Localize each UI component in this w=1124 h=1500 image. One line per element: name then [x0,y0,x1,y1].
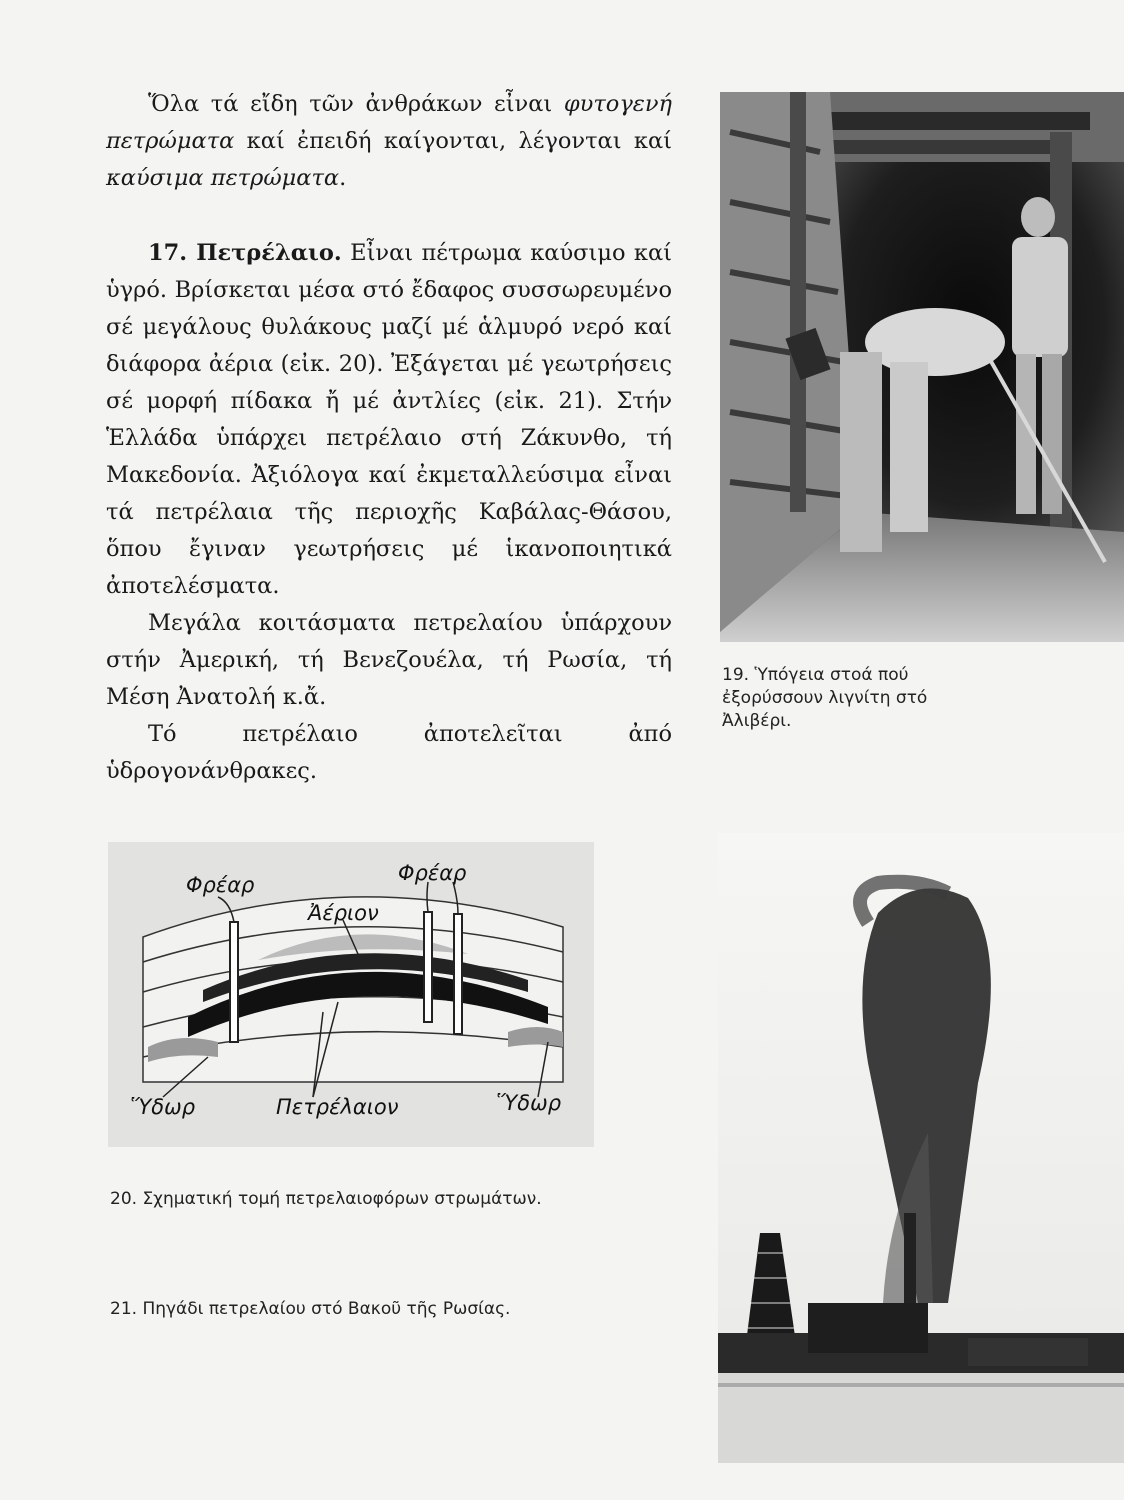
paragraph-text: καί ἐπειδή καίγονται, λέγονται καί [234,128,672,154]
label-water-right: Ὕδωρ [496,1091,562,1115]
paragraph-coal [106,86,672,197]
section-heading: 17. Πετρέλαιο. [148,240,342,266]
paragraph-text: Ὅλα τά εἴδη τῶν ἀνθράκων εἶναι [148,91,564,117]
mine-gallery-image [720,92,1124,642]
label-well-left: Φρέαρ [186,873,255,897]
label-well-right: Φρέαρ [398,861,467,885]
label-water-left: Ὕδωρ [130,1095,196,1119]
figure-20-caption: 20. Σχηματική τομή πετρελαιοφόρων στρωμάτων. [110,1189,542,1209]
label-gas: Ἀέριον [308,901,379,925]
paragraph-text: Εἶναι πέτρωμα καύσιμο καί ὑγρό. Βρίσκεται μέσα στό ἔδαφος συσσωρευμένο σέ μεγάλους θυλάκους μαζί μέ ἁλμυρό νερό καί διάφορα ἀέρια (εἰκ. 20). Ἐξάγεται μέ γεωτρήσεις σέ μορφή πίδακα ἤ μέ ἀντλίες (εἰκ. 21). Στήν Ἑλλάδα ὑπάρχει πετρέλαιο στή Ζάκυνθο, τή Μακεδονία. Ἀξιόλογα καί ἐκμεταλλεύσιμα εἶναι τά πετρέλαια τῆς περιοχῆς Καβάλας-Θάσου, ὅπου ἔγιναν γεωτρήσεις μέ ἱκανοποιητικά ἀποτελέσματα. [106,240,672,599]
oil-gusher-photo [718,833,1124,1463]
emphasis-term: καύσιμα πετρώματα [106,165,340,191]
paragraph-composition: Τό πετρέλαιο ἀποτελεῖται ἀπό ὑδρογονάνθρακες. [106,721,672,784]
figure-19-caption: 19. Ὑπόγεια στοά πού ἐξορύσσουν λιγνίτη στό Ἀλιβέρι. [722,665,928,731]
oil-strata-cross-section [108,842,594,1147]
paragraph-deposits: Μεγάλα κοιτάσματα πετρελαίου ὑπάρχουν στήν Ἀμερική, τή Βενεζουέλα, τή Ρωσία, τή Μέση Ἀνατολή κ.ἄ. [106,610,672,710]
paragraph-text: . [339,165,347,191]
label-oil: Πετρέλαιον [276,1095,399,1119]
paragraph-petroleum [106,235,672,605]
oil-strata-diagram [108,842,594,1147]
mine-gallery-photo [720,92,1124,642]
emphasis-term: φυτογενή πετρώματα [106,91,672,154]
main-text-column [106,86,672,790]
figure-21-caption: 21. Πηγάδι πετρελαίου στό Βακοῦ τῆς Ρωσίας. [110,1299,511,1319]
oil-gusher-image [718,833,1124,1463]
